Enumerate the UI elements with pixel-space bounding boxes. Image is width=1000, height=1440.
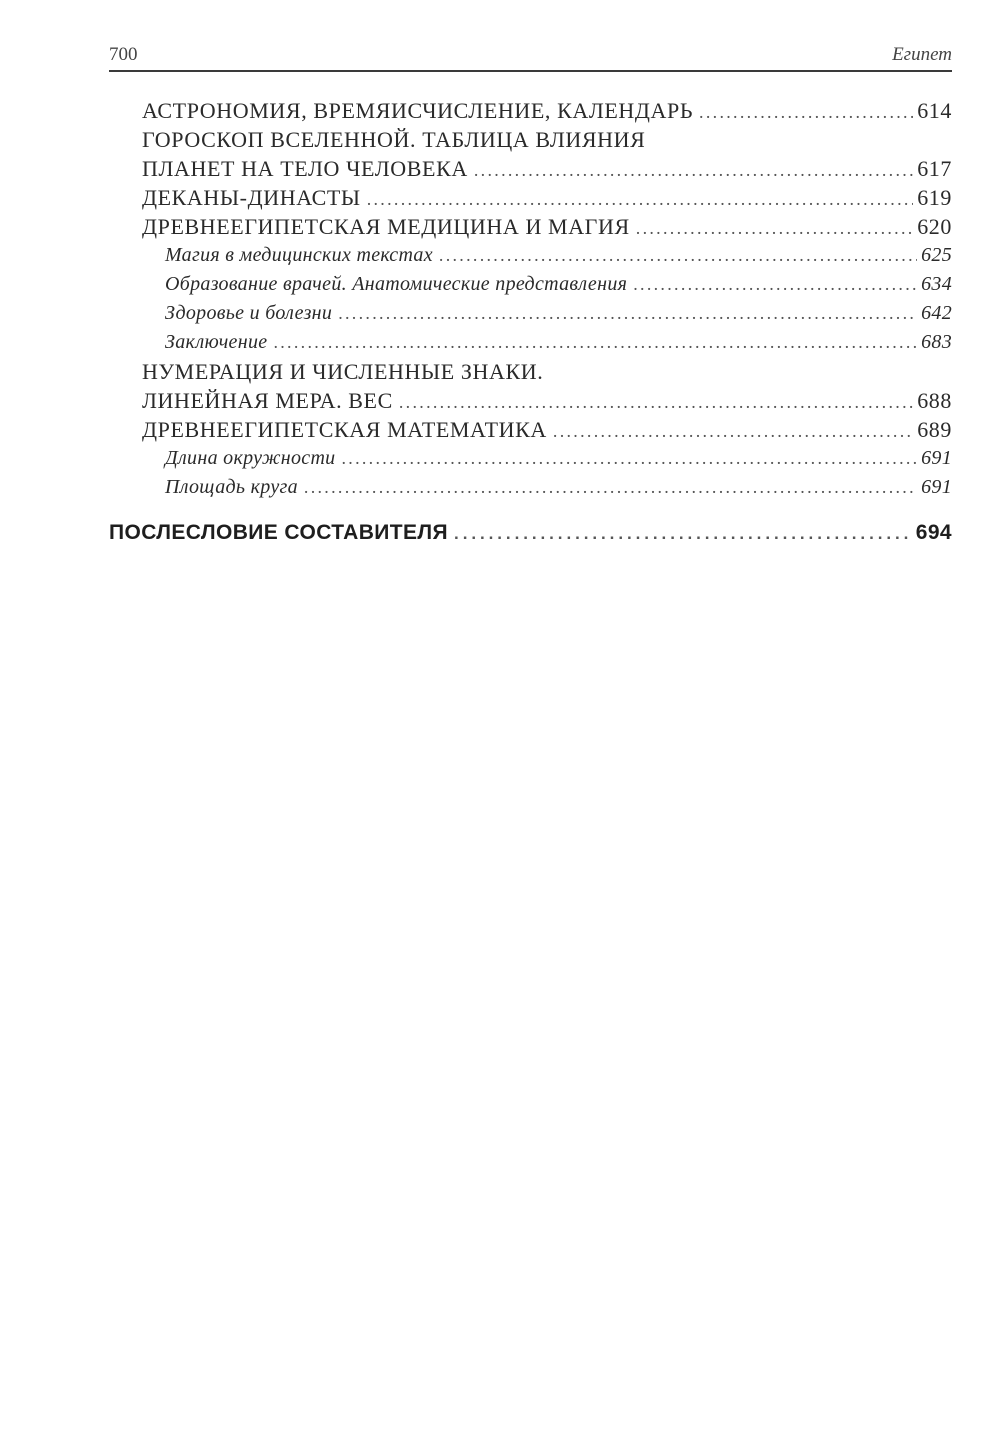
toc-subentry-page: 625 [921, 244, 952, 266]
dot-leader [454, 518, 912, 549]
toc-entry-title-line: НУМЕРАЦИЯ И ЧИСЛЕННЫЕ ЗНАКИ. [142, 359, 544, 384]
toc-entry-title-line: ГОРОСКОП ВСЕЛЕННОЙ. ТАБЛИЦА ВЛИЯНИЯ [142, 127, 646, 152]
page-header [109, 40, 952, 72]
toc-entry-page: 694 [915, 521, 952, 544]
dot-leader [399, 386, 913, 417]
page-number: 700 [109, 44, 138, 65]
table-of-contents [109, 96, 952, 548]
toc-entry-page: 689 [917, 417, 952, 442]
toc-entry[interactable] [109, 386, 952, 415]
toc-subentry-title: Заключение [165, 331, 268, 353]
dot-leader [553, 415, 913, 446]
toc-subentry-page: 691 [921, 447, 952, 469]
toc-subentry[interactable] [109, 444, 952, 473]
toc-entry[interactable] [109, 96, 952, 125]
toc-entry[interactable] [109, 154, 952, 183]
toc-subentry-title: Длина окружности [165, 447, 336, 469]
dot-leader [633, 270, 917, 299]
toc-subentry-title: Площадь круга [165, 476, 298, 498]
dot-leader [304, 473, 917, 502]
toc-entry-title: АСТРОНОМИЯ, ВРЕМЯИСЧИСЛЕНИЕ, КАЛЕНДАРЬ [142, 98, 694, 123]
toc-subentry[interactable] [109, 328, 952, 357]
dot-leader [341, 444, 917, 473]
dot-leader [338, 299, 917, 328]
dot-leader [699, 96, 913, 127]
toc-subentry[interactable] [109, 473, 952, 502]
toc-subentry-page: 691 [921, 476, 952, 498]
dot-leader [439, 241, 917, 270]
toc-entry[interactable] [109, 212, 952, 241]
toc-entry-title: ПОСЛЕСЛОВИЕ СОСТАВИТЕЛЯ [109, 521, 449, 544]
toc-entry-page: 617 [917, 156, 952, 181]
dot-leader [367, 183, 914, 214]
running-title: Египет [892, 44, 952, 65]
toc-entry-page: 614 [917, 98, 952, 123]
toc-subentry-title: Образование врачей. Анатомические представления [165, 273, 628, 295]
toc-subentry-page: 642 [921, 302, 952, 324]
toc-entry-page: 688 [917, 388, 952, 413]
toc-entry[interactable] [109, 415, 952, 444]
toc-entry-page: 619 [917, 185, 952, 210]
toc-entry-title: ДРЕВНЕЕГИПЕТСКАЯ МЕДИЦИНА И МАГИЯ [142, 214, 630, 239]
toc-entry-title: ПЛАНЕТ НА ТЕЛО ЧЕЛОВЕКА [142, 156, 468, 181]
toc-subentry[interactable] [109, 299, 952, 328]
toc-subentry-title: Магия в медицинских текстах [165, 244, 433, 266]
dot-leader [273, 328, 917, 357]
toc-entry[interactable] [109, 183, 952, 212]
toc-subentry-page: 683 [921, 331, 952, 353]
toc-entry-page: 620 [917, 214, 952, 239]
toc-subentry[interactable] [109, 241, 952, 270]
toc-entry-afterword[interactable] [109, 518, 952, 548]
toc-subentry[interactable] [109, 270, 952, 299]
toc-entry-title: ЛИНЕЙНАЯ МЕРА. ВЕС [142, 388, 393, 413]
toc-entry-title: ДЕКАНЫ-ДИНАСТЫ [142, 185, 361, 210]
toc-subentry-title: Здоровье и болезни [165, 302, 333, 324]
dot-leader [636, 212, 913, 243]
toc-subentry-page: 634 [921, 273, 952, 295]
dot-leader [474, 154, 913, 185]
toc-entry-title: ДРЕВНЕЕГИПЕТСКАЯ МАТЕМАТИКА [142, 417, 547, 442]
